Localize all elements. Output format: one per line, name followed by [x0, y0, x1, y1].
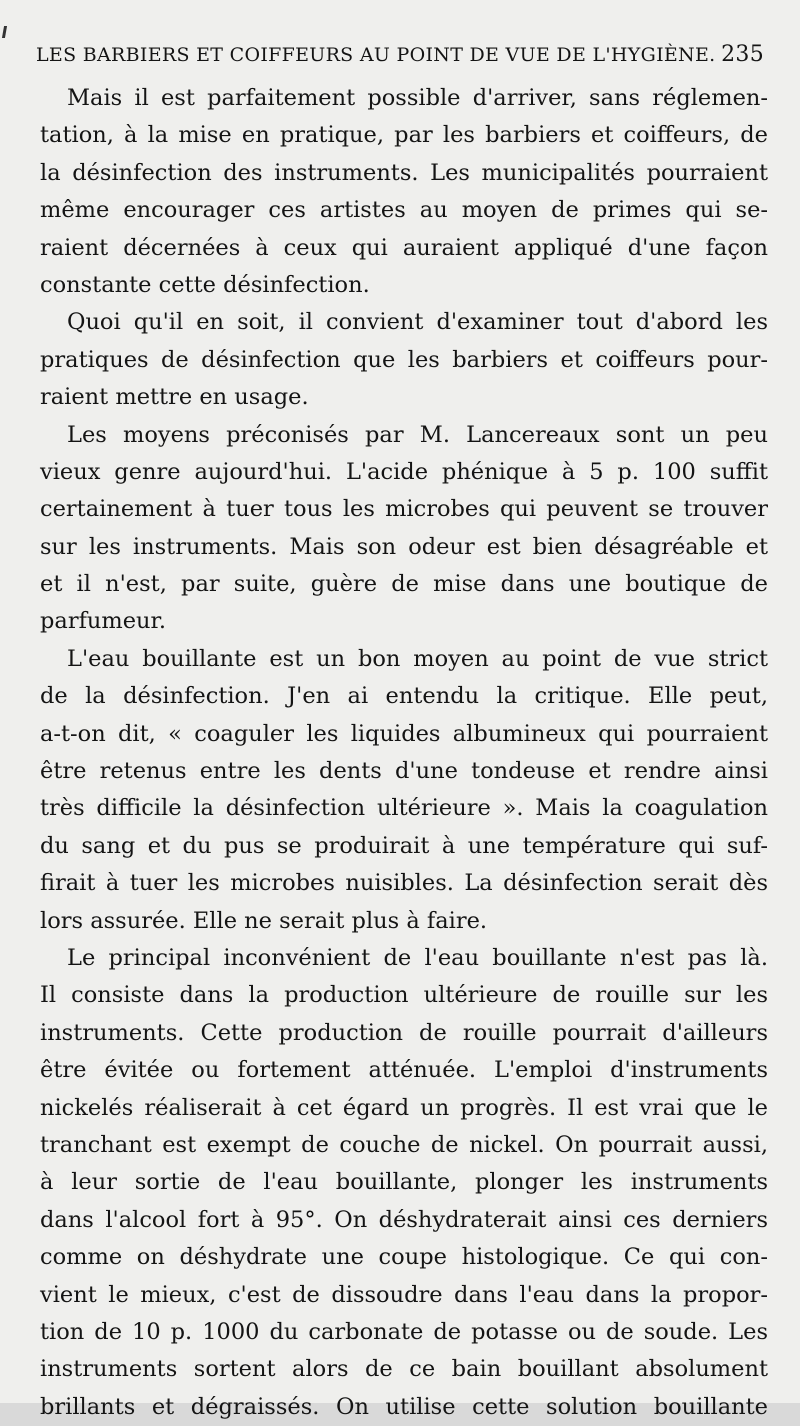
body-text	[40, 80, 768, 1426]
paragraph	[40, 641, 768, 940]
text-line: vieux genre aujourd'hui. L'acide phénique à 5 p. 100 suffit	[40, 458, 768, 485]
text-line: du sang et du pus se produirait à une température qui suf-	[40, 832, 768, 859]
text-line: même encourager ces artistes au moyen de primes qui se-	[40, 197, 768, 224]
text-line: vient le mieux, c'est de dissoudre dans l'eau dans la propor-	[40, 1281, 768, 1308]
running-header	[36, 44, 764, 74]
text-line: Il consiste dans la production ultérieure de rouille sur les	[40, 982, 768, 1009]
text-line: dans l'alcool fort à 95°. On déshydraterait ainsi ces derniers	[40, 1206, 768, 1233]
text-line: lors assurée. Elle ne serait plus à faire.	[40, 907, 488, 934]
text-line: nickelés réaliserait à cet égard un progrès. Il est vrai que le	[40, 1094, 768, 1121]
text-line: Le principal inconvénient de l'eau bouillante n'est pas là.	[67, 944, 768, 971]
text-line: être évitée ou fortement atténuée. L'emploi d'instruments	[40, 1057, 768, 1084]
running-title: LES BARBIERS ET COIFFEURS AU POINT DE VUE DE L'HYGIÈNE.	[36, 44, 716, 66]
text-line: Les moyens préconisés par M. Lancereaux sont un peu	[67, 421, 768, 448]
text-line: instruments. Cette production de rouille pourrait d'ailleurs	[40, 1019, 768, 1046]
text-line: raient décernées à ceux qui auraient appliqué d'une façon	[40, 234, 768, 261]
text-line: très difficile la désinfection ultérieure ». Mais la coagulation	[40, 795, 768, 822]
text-line: tion de 10 p. 1000 du carbonate de potasse ou de soude. Les	[40, 1318, 768, 1345]
margin-mark	[2, 26, 7, 38]
text-line: et il n'est, par suite, guère de mise dans une boutique de	[40, 571, 768, 598]
text-line: constante cette désinfection.	[40, 271, 370, 298]
page-number: 235	[721, 42, 764, 67]
paragraph	[40, 940, 768, 1426]
text-line: pratiques de désinfection que les barbiers et coiffeurs pour-	[40, 346, 768, 373]
paragraph	[40, 417, 768, 641]
text-line: parfumeur.	[40, 608, 166, 635]
text-line: de la désinfection. J'en ai entendu la critique. Elle peut,	[40, 683, 768, 710]
text-line: firait à tuer les microbes nuisibles. La désinfection serait dès	[40, 870, 768, 897]
text-line: a-t-on dit, « coaguler les liquides albumineux qui pourraient	[40, 720, 768, 747]
text-line: être retenus entre les dents d'une tondeuse et rendre ainsi	[40, 758, 768, 785]
text-line: tation, à la mise en pratique, par les barbiers et coiffeurs, de	[40, 122, 768, 149]
text-line: L'eau bouillante est un bon moyen au point de vue strict	[67, 645, 768, 672]
text-line: brillants et dégraissés. On utilise cette solution bouillante	[40, 1393, 768, 1420]
text-line: tranchant est exempt de couche de nickel. On pourrait aussi,	[40, 1131, 768, 1158]
text-line: Quoi qu'il en soit, il convient d'examiner tout d'abord les	[67, 309, 768, 336]
paragraph	[40, 80, 768, 304]
text-line: Mais il est parfaitement possible d'arriver, sans réglemen-	[67, 85, 768, 111]
text-line: raient mettre en usage.	[40, 384, 309, 411]
text-line: instruments sortent alors de ce bain bouillant absolument	[40, 1356, 768, 1383]
text-line: certainement à tuer tous les microbes qui peuvent se trouver	[40, 496, 768, 523]
text-line: sur les instruments. Mais son odeur est bien désagréable et	[40, 533, 768, 560]
text-line: à leur sortie de l'eau bouillante, plonger les instruments	[40, 1169, 768, 1196]
text-line: la désinfection des instruments. Les municipalités pourraient	[40, 159, 768, 186]
text-line: comme on déshydrate une coupe histologique. Ce qui con-	[40, 1244, 768, 1271]
paragraph	[40, 304, 768, 416]
